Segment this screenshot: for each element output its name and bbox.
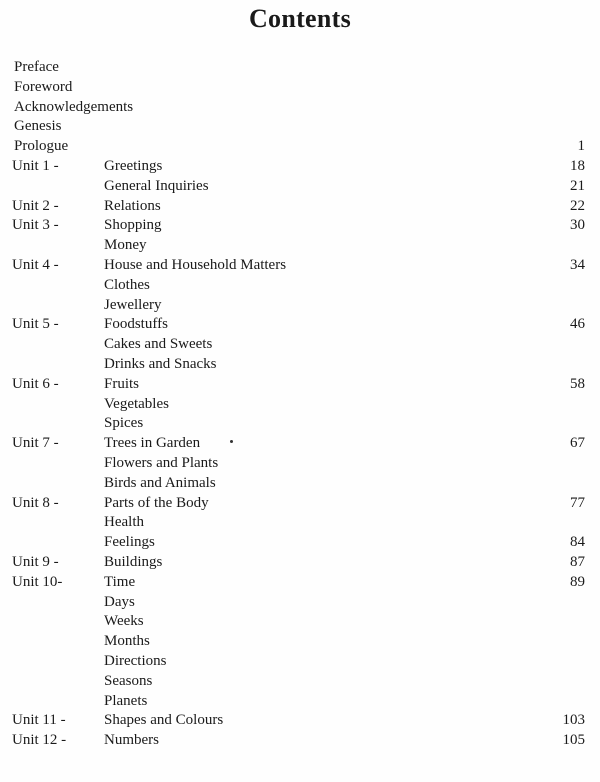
page-number: 34	[570, 257, 585, 273]
page-number: 18	[570, 158, 585, 174]
topic-label: Seasons	[104, 672, 153, 689]
toc-row	[0, 116, 600, 136]
toc-row	[0, 77, 600, 97]
topic-label: Shapes and Colours	[104, 712, 224, 729]
topic-label: House and Household Matters	[104, 257, 287, 273]
toc-row	[0, 235, 600, 255]
toc-row	[0, 176, 600, 196]
page-number: 87	[570, 554, 585, 570]
page-number: 103	[562, 712, 585, 729]
page-number: 30	[570, 217, 585, 234]
topic-label: Greetings	[104, 158, 163, 174]
toc-row	[0, 97, 600, 117]
topic-label: Jewellery	[104, 296, 162, 313]
page-number: 89	[570, 573, 585, 590]
topic-label: Money	[104, 237, 147, 254]
toc-row	[0, 592, 600, 612]
toc-row	[0, 196, 600, 216]
page-number: 77	[570, 494, 585, 511]
toc-row	[0, 295, 600, 315]
unit-label: Unit 7 -	[12, 435, 59, 452]
toc-row	[0, 710, 600, 730]
front-matter-label: Acknowledgements	[14, 98, 134, 115]
toc-row	[0, 512, 600, 532]
toc-row	[0, 611, 600, 631]
toc-row	[0, 473, 600, 493]
front-matter-label: Prologue	[14, 138, 69, 155]
topic-label: Buildings	[104, 554, 163, 570]
unit-label: Unit 5 -	[12, 316, 59, 333]
toc-row	[0, 215, 600, 235]
unit-label: Unit 8 -	[12, 494, 59, 511]
topic-label: Planets	[104, 692, 148, 709]
page-number: 105	[562, 732, 585, 749]
topic-label: Parts of the Body	[104, 494, 209, 511]
toc-row	[0, 552, 600, 572]
toc-row	[0, 354, 600, 374]
topic-label: Days	[104, 593, 135, 610]
unit-label: Unit 4 -	[12, 257, 59, 273]
topic-label: Fruits	[104, 375, 140, 392]
toc-row	[0, 156, 600, 176]
toc-row	[0, 57, 600, 77]
front-matter-label: Preface	[14, 59, 59, 75]
topic-label: Feelings	[104, 534, 155, 551]
page-number: 22	[570, 197, 585, 214]
topic-label: Vegetables	[104, 395, 169, 412]
page-number: 21	[570, 177, 585, 194]
unit-label: Unit 6 -	[12, 375, 59, 392]
page-number: 46	[570, 316, 585, 333]
page-number: 84	[570, 534, 585, 551]
toc-row	[0, 651, 600, 671]
unit-label: Unit 9 -	[12, 554, 59, 570]
toc-row	[0, 374, 600, 394]
toc-row	[0, 671, 600, 691]
topic-label: General Inquiries	[104, 177, 209, 194]
topic-label: Shopping	[104, 217, 162, 234]
unit-label: Unit 10-	[12, 573, 63, 590]
topic-label: Numbers	[104, 732, 159, 749]
topic-label: Spices	[104, 415, 144, 432]
topic-label: Clothes	[104, 276, 150, 293]
front-matter-label: Foreword	[14, 78, 73, 95]
toc-row	[0, 136, 600, 156]
toc-row	[0, 631, 600, 651]
topic-label: Trees in Garden	[104, 435, 201, 452]
topic-label: Birds and Animals	[104, 474, 216, 491]
stray-mark	[230, 440, 233, 443]
page-number: 67	[570, 435, 585, 452]
toc-row	[0, 334, 600, 354]
topic-label: Months	[104, 633, 150, 650]
topic-label: Health	[104, 514, 144, 531]
toc-row	[0, 453, 600, 473]
toc-row	[0, 433, 600, 453]
topic-label: Cakes and Sweets	[104, 336, 213, 353]
topic-label: Relations	[104, 197, 161, 214]
toc-row	[0, 493, 600, 513]
toc-row	[0, 691, 600, 711]
toc-row	[0, 394, 600, 414]
page-number: 1	[577, 138, 585, 155]
toc-row	[0, 314, 600, 334]
topic-label: Flowers and Plants	[104, 455, 219, 471]
page-title: Contents	[248, 4, 352, 33]
toc-row	[0, 532, 600, 552]
unit-label: Unit 2 -	[12, 197, 59, 214]
topic-label: Weeks	[104, 613, 144, 630]
unit-label: Unit 11 -	[12, 712, 66, 729]
topic-label: Directions	[104, 653, 167, 669]
topic-label: Foodstuffs	[104, 316, 168, 333]
topic-label: Drinks and Snacks	[104, 356, 217, 372]
toc-row	[0, 275, 600, 295]
front-matter-label: Genesis	[14, 118, 62, 135]
unit-label: Unit 12 -	[12, 732, 67, 749]
toc-row	[0, 572, 600, 592]
toc-row	[0, 255, 600, 275]
unit-label: Unit 3 -	[12, 217, 59, 234]
unit-label: Unit 1 -	[12, 158, 59, 174]
page-number: 58	[570, 375, 585, 392]
toc-row	[0, 730, 600, 750]
toc-row	[0, 413, 600, 433]
topic-label: Time	[104, 573, 136, 590]
